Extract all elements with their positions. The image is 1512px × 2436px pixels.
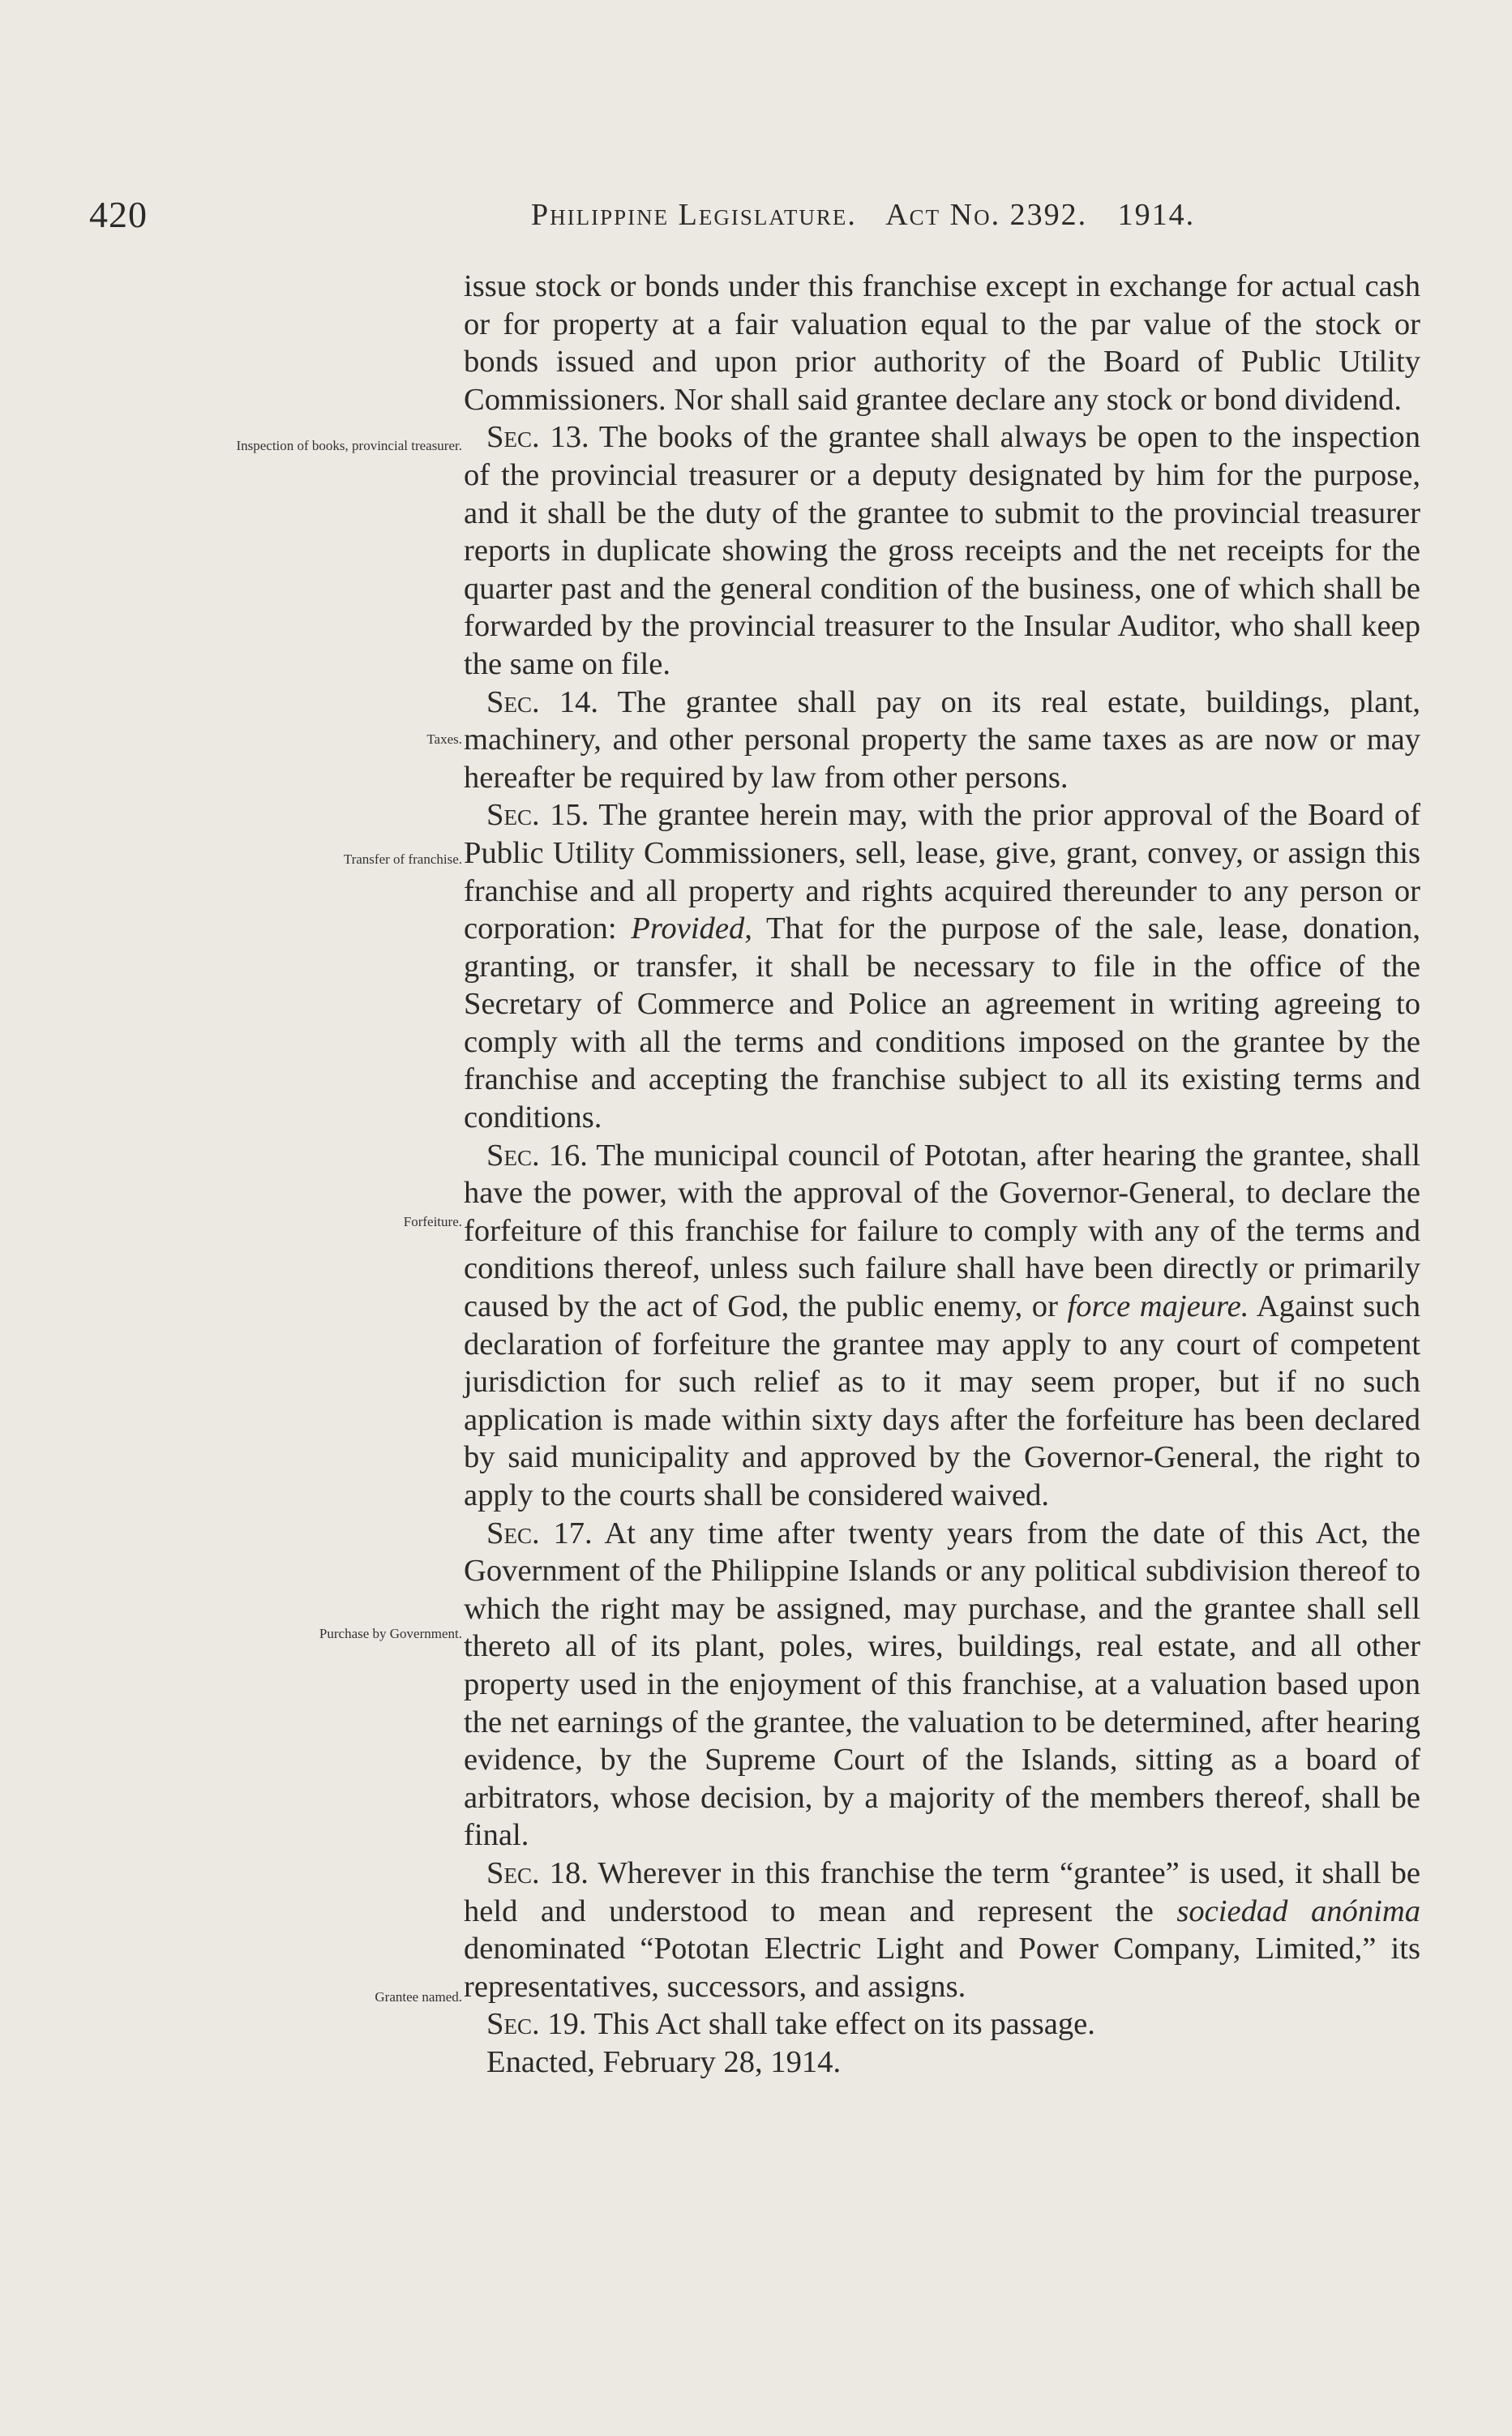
sec18-label: Sec. 18.: [486, 1855, 589, 1890]
sec18-text-b: denominated “Pototan Electric Light and Power Company, Limited,” its representatives, successors, and assigns.: [464, 1932, 1420, 2004]
running-head: [531, 197, 1358, 233]
sec13-text: The books of the grantee shall always be open to the inspection of the provincial treasurer or a deputy designated by him for the purpose, and it shall be the duty of the grantee to submit to the provincial treasurer reports in duplicate showing the gross receipts and the net receipts for the quarter past and the general condition of the business, one of which shall be forwarded by the provincial treasurer to the Insular Auditor, who shall keep the same on file.: [464, 420, 1420, 681]
sec13-label: Sec. 13.: [486, 420, 589, 455]
sec15-label: Sec. 15.: [486, 798, 589, 833]
sec16-label: Sec. 16.: [486, 1138, 588, 1173]
section-17: [464, 1515, 1420, 1855]
body-text: [464, 268, 1420, 2082]
section-16: [464, 1137, 1420, 1515]
sec17-text: At any time after twenty years from the date of this Act, the Government of the Philippine Islands or any political subdivision thereof to which the right may be assigned, may purchase, and the grantee shall sell thereto all of its plant, poles, wires, buildings, real estate, and all other property used in the enjoyment of this franchise, at a valuation based upon the net earnings of the grantee, the valuation to be determined, after hearing evidence, by the Supreme Court of the Islands, sitting as a board of arbitrators, whose decision, by a majority of the members thereof, shall be final.: [464, 1516, 1420, 1853]
section-19: [464, 2005, 1420, 2044]
running-head-year: 1914.: [1117, 198, 1196, 232]
sec14-label: Sec. 14.: [486, 684, 599, 719]
running-head-act: Act No. 2392.: [885, 198, 1088, 232]
sec15-provided: Provided,: [631, 911, 752, 946]
sec18-text-a: Wherever in this franchise the term “grantee” is used, it shall be held and understood to mean and represent the: [464, 1855, 1420, 1928]
margin-note-sec13: Inspection of books, provincial treasurer.: [236, 438, 462, 453]
margin-note-sec15: Transfer of franchise.: [343, 851, 462, 867]
running-head-title: Philippine Legislature.: [531, 198, 857, 232]
sec15-text-b: That for the purpose of the sale, lease, donation, granting, or transfer, it shall be necessary to file in the office of the Secretary of Commerce and Police an agreement in writing agreeing to comply with all the terms and conditions imposed on the grantee by the franchise and accepting the franchise subject to all its existing terms and conditions.: [464, 911, 1420, 1135]
sec15-text-a: The grantee herein may, with the prior approval of the Board of Public Utility Commissioners, sell, lease, give, grant, convey, or assign this franchise and all property and rights acquired thereunder to any person or corporation:: [464, 798, 1421, 946]
sec18-sociedad-anonima: sociedad anónima: [1176, 1893, 1420, 1928]
margin-note-sec16: Forfeiture.: [403, 1214, 462, 1229]
margin-note-sec14: Taxes.: [426, 731, 462, 747]
section-14: [464, 684, 1420, 797]
sec19-text: This Act shall take effect on its passage.: [593, 2007, 1095, 2042]
continuation-paragraph: issue stock or bonds under this franchise except in exchange for actual cash or for property at a fair valuation equal to the par value of the stock or bonds issued and upon prior authority of the Board of Public Utility Commissioners. Nor shall said grantee declare any stock or bond dividend.: [464, 269, 1420, 417]
page-number: 420: [89, 194, 148, 235]
sec16-text-b: Against such declaration of forfeiture the grantee may apply to any court of competent jurisdiction for such relief as to it may seem proper, but if no such application is made within sixty days after the forfeiture has been declared by said municipality and approved by the Governor-General, the right to apply to the courts shall be considered waived.: [464, 1289, 1421, 1512]
sec17-label: Sec. 17.: [486, 1516, 593, 1550]
sec16-force-majeure: force majeure.: [1067, 1289, 1249, 1324]
section-13: [464, 418, 1420, 683]
section-15: [464, 796, 1420, 1136]
sec19-label: Sec. 19.: [486, 2007, 587, 2042]
enacted-line: Enacted, February 28, 1914.: [486, 2044, 842, 2079]
sec16-text-a: The municipal council of Pototan, after hearing the grantee, shall have the power, with the approval of the Governor-General, to declare the forfeiture of this franchise for failure to comply with any of the terms and conditions thereof, unless such failure shall have been directly or primarily caused by the act of God, the public enemy, or: [464, 1138, 1421, 1324]
section-18: [464, 1855, 1420, 2005]
margin-note-sec18: Grantee named.: [375, 1989, 462, 2005]
sec14-text: The grantee shall pay on its real estate, buildings, plant, machinery, and other personal property the same taxes as are now or may hereafter be required by law from other persons.: [464, 684, 1421, 795]
margin-note-sec17: Purchase by Government.: [319, 1626, 462, 1641]
